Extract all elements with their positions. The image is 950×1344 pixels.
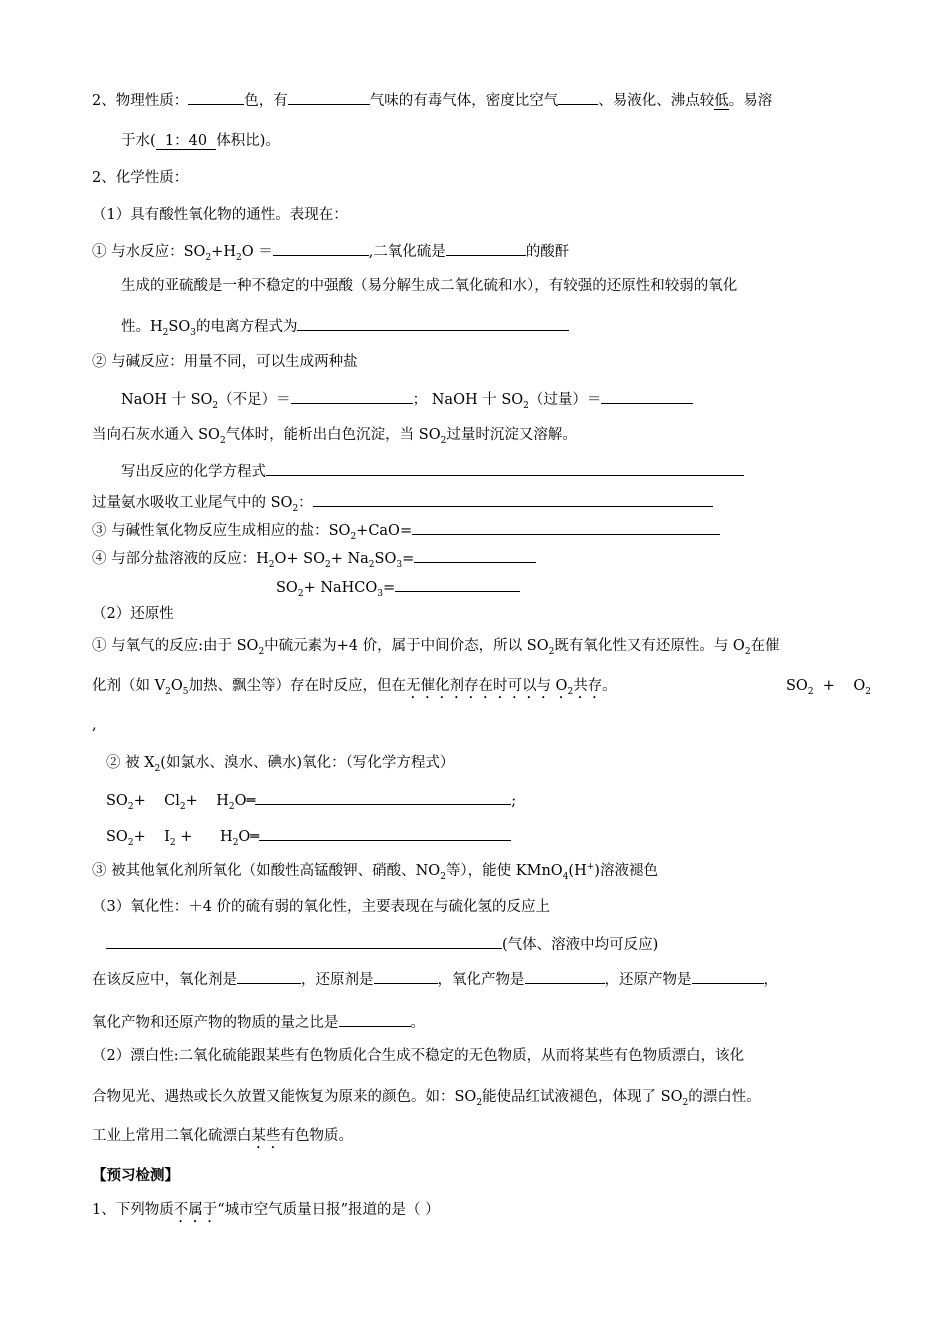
text: ② 被 X <box>106 755 155 771</box>
other-oxidant-line <box>92 861 658 881</box>
text: (气体、溶液中均可反应) <box>502 937 659 953</box>
blank-h2s-equation[interactable] <box>106 934 502 949</box>
text: ① 与氧气的反应:由于 SO <box>92 638 259 654</box>
text: + O <box>813 678 866 694</box>
bleaching-desc-1: （2）漂白性:二氧化硫能跟某些有色物质化合生成不稳定的无色物质，从而将某些有色物质漂白，该化 <box>92 1048 745 1064</box>
text: 于水( <box>121 133 156 149</box>
text: 体积比)。 <box>216 133 280 149</box>
blank-oxidation-product[interactable] <box>525 969 605 984</box>
text: ,二氧化硫是 <box>368 244 446 260</box>
salt-solution-line <box>92 548 536 569</box>
text: 可以与 O <box>507 678 568 694</box>
emphasis-text: 某些 <box>251 1128 281 1144</box>
text: 中硫元素为+4 价，属于中间价态，所以 SO <box>264 638 549 654</box>
subscript: 5 <box>182 686 189 697</box>
text: SO <box>106 793 128 809</box>
subscript: 2 <box>228 801 235 812</box>
water-reaction-line <box>92 241 569 262</box>
blank-limewater-equation[interactable] <box>266 461 744 476</box>
blank-reductant[interactable] <box>374 969 438 984</box>
blank-anhydride[interactable] <box>446 241 526 256</box>
text: 过量时沉淀又溶解。 <box>446 427 577 443</box>
oxygen-reaction-line <box>92 636 780 656</box>
sulfurous-acid-desc: 生成的亚硫酸是一种不稳定的中强酸（易分解生成二氧化硫和水），有较强的还原性和较弱的氧化 <box>121 278 738 294</box>
question-1 <box>92 1200 440 1226</box>
subscript: 3 <box>377 588 384 599</box>
naoh-line <box>121 389 693 410</box>
bleaching-desc-3 <box>92 1126 353 1152</box>
text: 氧化产物和还原产物的物质的量之比是 <box>92 1015 339 1031</box>
subscript: 2 <box>523 400 529 411</box>
text: 加热、飘尘等）存在时反应，但在 <box>188 678 406 694</box>
text: +CaO= <box>356 523 413 539</box>
text: +H <box>211 244 236 260</box>
text: = <box>383 580 396 596</box>
subscript: 3 <box>396 559 403 570</box>
subscript: 2 <box>440 435 447 446</box>
answer-low: 低 <box>714 93 729 109</box>
text: O═ <box>238 829 260 845</box>
subscript: 4 <box>562 871 569 882</box>
emphasis-text: 无催化剂存在时 <box>405 678 508 694</box>
subscript: 2 <box>476 1097 483 1108</box>
blank-water-product[interactable] <box>273 241 369 256</box>
subscript: 2 <box>865 686 871 697</box>
subscript: 2 <box>162 327 169 338</box>
text: 能使品红试液褪色，体现了 SO <box>482 1089 683 1105</box>
subscript: 2 <box>205 252 212 263</box>
blank-nahco3[interactable] <box>395 577 520 592</box>
subheading-acidic-oxide: （1）具有酸性氧化物的通性。表现在： <box>92 207 348 223</box>
text: 。易溶 <box>728 93 773 109</box>
subscript: 2 <box>682 1097 689 1108</box>
comma-line: , <box>92 717 97 733</box>
text: 气体时，能析出白色沉淀，当 SO <box>225 427 441 443</box>
subscript: 2 <box>127 801 134 812</box>
text: ； NaOH 十 SO <box>412 392 524 408</box>
blank-reduction-product[interactable] <box>692 969 764 984</box>
iodine-line <box>106 826 511 847</box>
solubility-line <box>121 131 280 151</box>
text: (如氯水、溴水、碘水)氧化：（写化学方程式） <box>160 755 455 771</box>
text: + Na <box>330 551 369 567</box>
text: ③ 被其他氧化剂所氧化（如酸性高锰酸钾、硝酸、NO <box>92 863 441 879</box>
text: 的酸酐 <box>525 244 570 260</box>
subscript: 2 <box>165 686 171 697</box>
text: + I <box>133 829 170 845</box>
emphasis-text: 不属于 <box>173 1202 218 1218</box>
text: 性。H <box>121 319 163 335</box>
subscript: 3 <box>190 327 196 338</box>
text: 。 <box>410 1015 425 1031</box>
text: ③ 与碱性氧化物反应生成相应的盐：SO <box>92 523 351 539</box>
subscript: 2 <box>567 686 574 697</box>
text: = <box>402 551 415 567</box>
text: 工业上常用二氧化硫漂白 <box>92 1128 252 1144</box>
text: 、易液化、沸点较 <box>598 93 715 109</box>
blank-naoh-excess[interactable] <box>601 389 693 404</box>
text: + H <box>175 829 233 845</box>
blank-chlorine[interactable] <box>255 790 511 805</box>
blank-smell[interactable] <box>288 90 370 105</box>
blank-oxidant[interactable] <box>237 969 301 984</box>
text: ，还原剂是 <box>301 972 374 988</box>
text: 色，有 <box>244 93 288 109</box>
ratio-line <box>92 1012 425 1033</box>
halogen-heading <box>106 753 454 773</box>
text: 过量氨水吸收工业尾气中的 SO <box>92 495 293 511</box>
text: 气味的有毒气体，密度比空气 <box>369 93 559 109</box>
text: 1、下列物质 <box>92 1202 174 1218</box>
blank-naoh-insufficient[interactable] <box>291 389 413 404</box>
basic-oxide-line <box>92 520 720 541</box>
answer-ratio: 1：40 <box>155 133 217 149</box>
subscript: 2 <box>179 801 186 812</box>
text: ， <box>763 972 778 988</box>
text: 有色物质。 <box>280 1128 353 1144</box>
ammonia-line <box>92 492 713 513</box>
text: 的电离方程式为 <box>195 319 298 335</box>
text: O ＝ <box>241 244 273 260</box>
text: ④ 与部分盐溶液的反应：H <box>92 551 269 567</box>
text: “城市空气质量日报”报道的是（ ） <box>217 1202 440 1218</box>
text: 化剂（如 V <box>92 678 166 694</box>
blank-density[interactable] <box>558 90 598 105</box>
subscript: 2 <box>235 252 242 263</box>
subscript: 2 <box>324 559 331 570</box>
write-equation-line <box>121 461 744 482</box>
blank-ammonia[interactable] <box>313 492 713 507</box>
text: 的漂白性。 <box>688 1089 761 1105</box>
text: SO <box>374 551 397 567</box>
subscript: 2 <box>292 503 299 514</box>
subscript: 2 <box>212 400 219 411</box>
text: ; <box>511 793 517 809</box>
subscript: 2 <box>350 531 357 542</box>
subscript: 2 <box>440 871 446 882</box>
text: ，还原产物是 <box>604 972 692 988</box>
section-preview-test: 【预习检测】 <box>92 1167 179 1184</box>
subscript: 2 <box>368 559 375 570</box>
text: O+ SO <box>274 551 325 567</box>
text: + Cl <box>133 793 180 809</box>
blank-cao[interactable] <box>412 520 720 535</box>
text: SO <box>168 319 191 335</box>
subscript: 2 <box>219 435 226 446</box>
text: 在催 <box>750 638 780 654</box>
limewater-line <box>92 425 577 445</box>
blank-na2so3[interactable] <box>414 548 536 563</box>
blank-ratio[interactable] <box>339 1012 411 1027</box>
subheading-oxidizing: （3）氧化性：＋4 价的硫有弱的氧化性，主要表现在与硫化氢的反应上 <box>92 899 551 915</box>
subscript: 2 <box>169 837 176 848</box>
text: O <box>170 678 183 694</box>
text: （过量）＝ <box>528 392 602 408</box>
text: + H <box>185 793 229 809</box>
so2-o2-equation-start <box>786 676 871 696</box>
subscript: 2 <box>297 588 304 599</box>
text: SO <box>276 580 298 596</box>
text: 合物见光、遇热或长久放置又能恢复为原来的颜色。如：SO <box>92 1089 477 1105</box>
subscript: 2 <box>744 646 751 657</box>
text: )溶液褪色 <box>594 863 658 879</box>
ionization-line <box>121 316 569 337</box>
text: （不足）＝ <box>218 392 291 408</box>
subscript: 2 <box>258 646 265 657</box>
superscript: + <box>586 862 595 873</box>
subheading-reducing: （2）还原性 <box>92 606 174 622</box>
text: ，氧化产物是 <box>437 972 525 988</box>
text: 当向石灰水通入 SO <box>92 427 220 443</box>
text: O═ <box>234 793 256 809</box>
subscript: 2 <box>268 559 275 570</box>
redox-roles-line <box>92 969 778 990</box>
blank-iodine[interactable] <box>259 826 511 841</box>
text: NaOH 十 SO <box>121 392 213 408</box>
catalyst-line <box>92 676 617 702</box>
text: 共存。 <box>573 678 617 694</box>
base-reaction-heading: ② 与碱反应：用量不同，可以生成两种盐 <box>92 354 358 370</box>
blank-color[interactable] <box>188 90 244 105</box>
heading-chemical: 2、化学性质： <box>92 170 189 186</box>
blank-ionization[interactable] <box>297 316 569 331</box>
text: ① 与水反应：SO <box>92 244 206 260</box>
subscript: 2 <box>127 837 134 848</box>
chlorine-line <box>106 790 516 811</box>
subscript: 2 <box>807 686 814 697</box>
text: ： <box>298 495 313 511</box>
text: SO <box>786 678 808 694</box>
text: SO <box>106 829 128 845</box>
physical-properties-line <box>92 90 772 111</box>
h2s-reaction-line <box>106 934 658 955</box>
heading-physical: 2、物理性质： <box>92 93 189 109</box>
text: 等），能使 KMnO <box>445 863 563 879</box>
nahco3-line <box>276 577 520 598</box>
subscript: 2 <box>548 646 555 657</box>
subscript: 2 <box>154 763 161 774</box>
subscript: 2 <box>232 837 239 848</box>
text: 写出反应的化学方程式 <box>121 464 266 480</box>
text: 既有氧化性又有还原性。与 O <box>554 638 745 654</box>
text: 在该反应中，氧化剂是 <box>92 972 237 988</box>
text: + NaHCO <box>303 580 378 596</box>
text: (H <box>568 863 587 879</box>
bleaching-desc-2 <box>92 1087 761 1107</box>
